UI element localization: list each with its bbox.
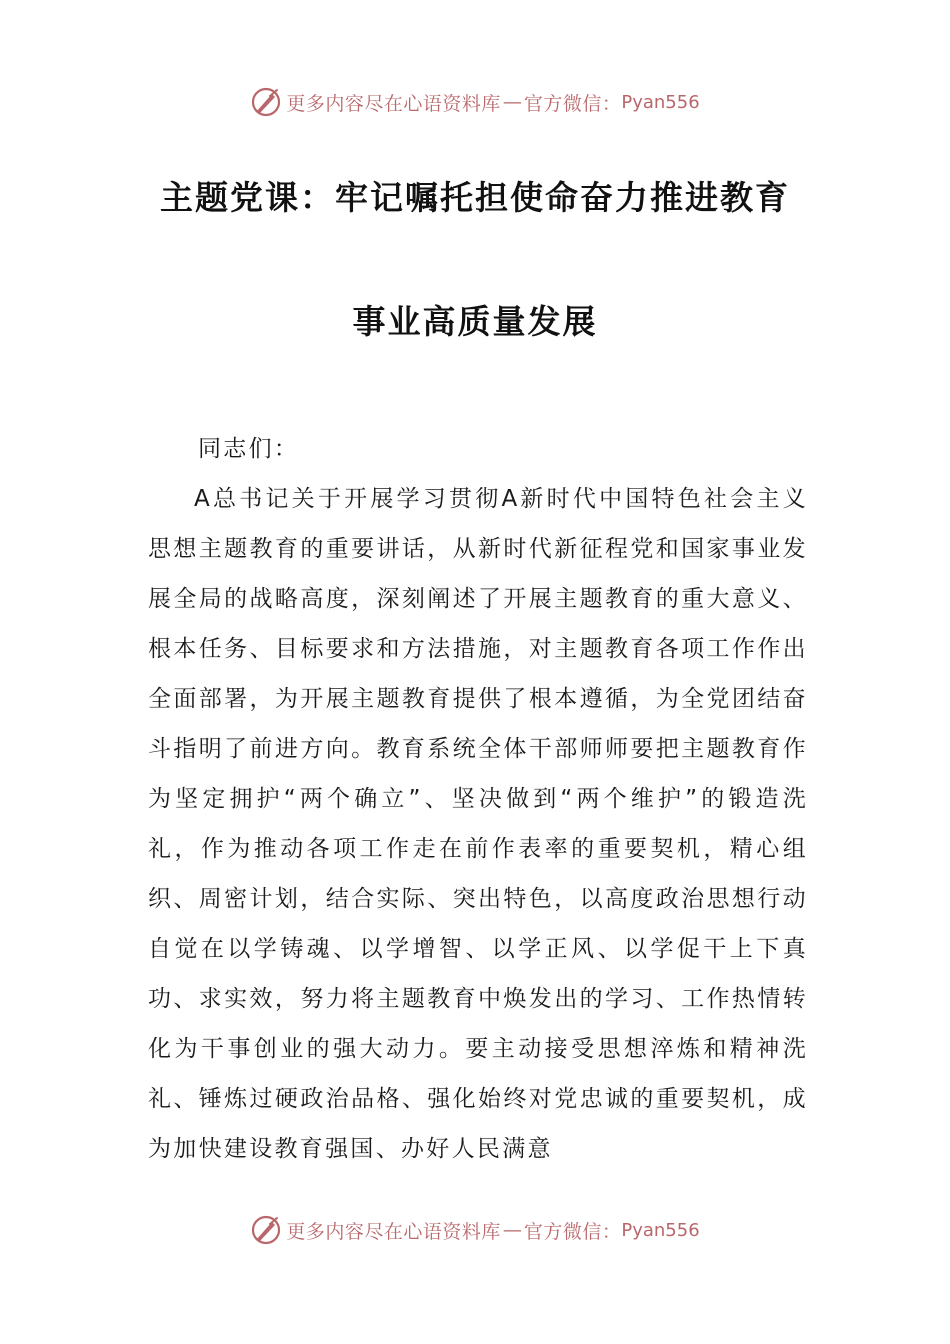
watermark-dash: —	[502, 91, 522, 113]
watermark-header	[0, 82, 950, 122]
watermark-footer	[0, 1210, 950, 1250]
document-body	[148, 424, 808, 1174]
pen-logo-icon	[250, 1214, 282, 1246]
watermark-label: 官方微信：	[523, 1220, 622, 1243]
watermark-dash: —	[502, 1219, 522, 1241]
watermark-id: Pyan556	[621, 1219, 700, 1241]
salutation: 同志们：	[198, 436, 300, 462]
watermark-text: 更多内容尽在心语资料库	[286, 92, 501, 115]
watermark-text: 更多内容尽在心语资料库	[286, 1220, 501, 1243]
watermark-id: Pyan556	[621, 91, 700, 113]
body-paragraph: A总书记关于开展学习贯彻A新时代中国特色社会主义思想主题教育的重要讲话，从新时代新征程党和国家事业发展全局的战略高度，深刻阐述了开展主题教育的重大意义、根本任务、目标要求和方法措施，对主题教育各项工作作出全面部署，为开展主题教育提供了根本遵循，为全党团结奋斗指明了前进方向。教育系统全体干部师师要把主题教育作为坚定拥护“两个确立”、坚决做到“两个维护”的锻造洗礼，作为推动各项工作走在前作表率的重要契机，精心组织、周密计划，结合实际、突出特色，以高度政治思想行动自觉在以学铸魂、以学增智、以学正风、以学促干上下真功、求实效，努力将主题教育中焕发出的学习、工作热情转化为干事创业的强大动力。要主动接受思想淬炼和精神洗礼、锤炼过硬政治品格、强化始终对党忠诚的重要契机，成为加快建设教育强国、办好人民满意	[148, 486, 808, 1162]
document-title-line-2: 事业高质量发展	[352, 302, 598, 341]
watermark-label: 官方微信：	[523, 92, 622, 115]
document-title-line-1: 主题党课：牢记嘱托担使命奋力推进教育	[160, 178, 790, 217]
pen-logo-icon	[250, 86, 282, 118]
